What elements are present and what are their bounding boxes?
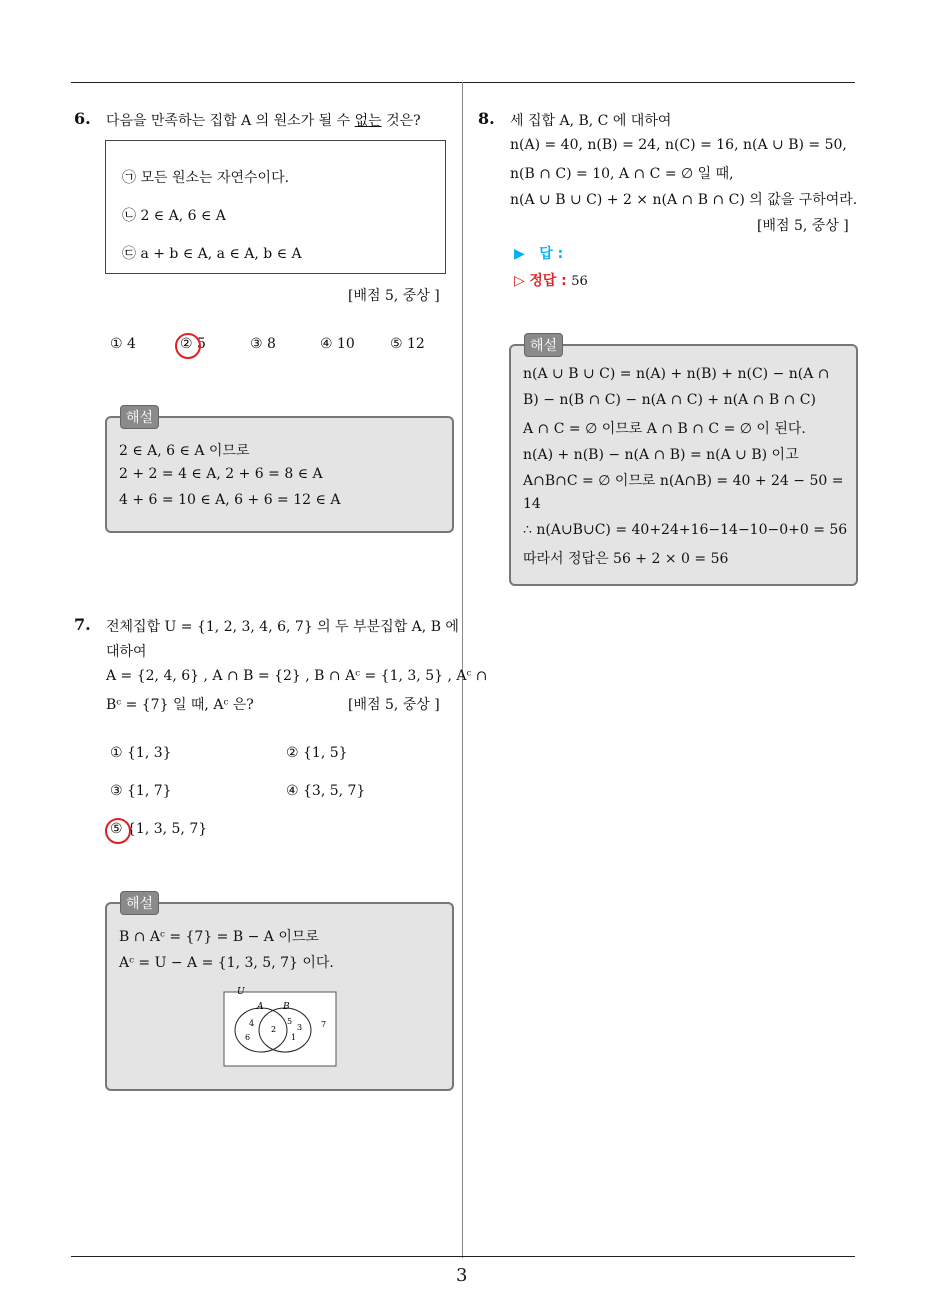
q7-answer-mark-icon (105, 818, 131, 844)
q8-solution-line-5: A∩B∩C = ∅ 이므로 n(A∩B) = 40 + 24 − 50 = (523, 473, 844, 489)
venn-only-a-1: 4 (249, 1019, 255, 1028)
q8-solution-line-6: 14 (523, 496, 541, 512)
venn-only-b-3: 1 (291, 1033, 297, 1042)
q6-prompt-a: 다음을 만족하는 집합 A 의 원소가 될 수 (106, 113, 355, 129)
q7-solution-line-1: B ∩ Aᶜ = {7} = B − A 이므로 (119, 929, 319, 945)
q6-choice-2[interactable]: ② 5 (180, 336, 206, 352)
venn-only-b-1: 5 (287, 1017, 293, 1026)
q7-solution-line-2: Aᶜ = U − A = {1, 3, 5, 7} 이다. (119, 955, 334, 971)
q6-solution-line-2: 2 + 2 = 4 ∈ A, 2 + 6 = 8 ∈ A (119, 466, 323, 482)
q6-prompt-underline: 없는 (354, 113, 382, 129)
q6-choice-1[interactable]: ① 4 (110, 336, 136, 352)
q6-solution-box (105, 416, 454, 533)
q8-solution-line-3: A ∩ C = ∅ 이므로 A ∩ B ∩ C = ∅ 이 된다. (523, 421, 806, 437)
q7-score: [배점 5, 중상 ] (348, 697, 440, 713)
venn-diagram (219, 986, 341, 1068)
q7-choice-3[interactable]: ③ {1, 7} (110, 783, 172, 799)
q6-condition-3: ㉢ a + b ∈ A, a ∈ A, b ∈ A (122, 246, 302, 262)
venn-both-1: 2 (271, 1025, 277, 1034)
page-number: 3 (456, 1265, 468, 1286)
q8-solution-line-7: ∴ n(A∪B∪C) = 40+24+16−14−10−0+0 = 56 (523, 522, 848, 538)
venn-a-label: A (257, 1002, 264, 1012)
q8-solution-line-2: B) − n(B ∩ C) − n(A ∩ C) + n(A ∩ B ∩ C) (523, 392, 816, 408)
venn-outside-1: 7 (321, 1020, 327, 1029)
q8-answer-label: 답 : (539, 246, 564, 262)
q8-solution-line-1: n(A ∪ B ∪ C) = n(A) + n(B) + n(C) − n(A ∩ (523, 366, 830, 382)
q6-choice-3[interactable]: ③ 8 (250, 336, 276, 352)
q8-solution-line-8: 따라서 정답은 56 + 2 × 0 = 56 (523, 551, 729, 567)
q8-score: [배점 5, 중상 ] (757, 218, 849, 234)
q8-answer-row (514, 243, 563, 263)
q7-choice-1[interactable]: ① {1, 3} (110, 745, 172, 761)
answer-arrow-icon: ▶ (514, 246, 525, 262)
q8-prompt-line-3: n(B ∩ C) = 10, A ∩ C = ∅ 일 때, (510, 166, 734, 182)
venn-only-a-2: 6 (245, 1033, 251, 1042)
q8-prompt-line-2: n(A) = 40, n(B) = 24, n(C) = 16, n(A ∪ B) = 50, (510, 137, 847, 153)
q6-condition-1: ㉠ 모든 원소는 자연수이다. (122, 170, 290, 186)
q8-solution-box (509, 344, 858, 586)
q7-choice-4[interactable]: ④ {3, 5, 7} (286, 783, 366, 799)
q8-correct-value: 56 (571, 274, 588, 289)
q7-number: 7. (74, 615, 91, 634)
q6-choice-4[interactable]: ④ 10 (320, 336, 355, 352)
q7-prompt-line-4: Bᶜ = {7} 일 때, Aᶜ 은? (106, 697, 254, 713)
q7-choice-5[interactable]: ⑤ {1, 3, 5, 7} (110, 821, 208, 837)
q6-solution-line-1: 2 ∈ A, 6 ∈ A 이므로 (119, 443, 250, 459)
venn-b-label: B (283, 1002, 290, 1012)
q8-solution-line-4: n(A) + n(B) − n(A ∩ B) = n(A ∪ B) 이고 (523, 447, 799, 463)
venn-universe-label: U (237, 987, 245, 997)
q8-prompt-line-4: n(A ∪ B ∪ C) + 2 × n(A ∩ B ∩ C) 의 값을 구하여라. (510, 192, 858, 208)
q6-condition-box (105, 140, 446, 274)
q8-prompt-line-1: 세 집합 A, B, C 에 대하여 (510, 113, 672, 129)
q6-score: [배점 5, 중상 ] (348, 288, 440, 304)
q8-correct-label: 정답 : (529, 273, 567, 289)
q6-prompt (106, 110, 421, 130)
q7-solution-label: 해설 (120, 891, 159, 915)
q8-number: 8. (478, 109, 495, 128)
q8-correct-row (514, 270, 588, 290)
bottom-rule (71, 1256, 855, 1257)
q6-condition-2: ㉡ 2 ∈ A, 6 ∈ A (122, 208, 226, 224)
q6-answer-mark-icon (175, 333, 201, 359)
q6-choice-5[interactable]: ⑤ 12 (390, 336, 425, 352)
q8-solution-label: 해설 (524, 333, 563, 357)
venn-universe-rect (224, 992, 336, 1066)
correct-arrow-icon: ▷ (514, 273, 525, 289)
q7-prompt-line-3: A = {2, 4, 6} , A ∩ B = {2} , B ∩ Aᶜ = {1, 3, 5} , Aᶜ ∩ (106, 668, 488, 684)
venn-only-b-2: 3 (297, 1023, 303, 1032)
q6-number: 6. (74, 109, 91, 128)
q6-solution-line-3: 4 + 6 = 10 ∈ A, 6 + 6 = 12 ∈ A (119, 492, 341, 508)
q6-solution-label: 해설 (120, 405, 159, 429)
q6-prompt-b: 것은? (381, 113, 421, 129)
q7-prompt-line-1: 전체집합 U = {1, 2, 3, 4, 6, 7} 의 두 부분집합 A, B 에 (106, 619, 459, 635)
top-rule (71, 82, 855, 83)
q7-choice-2[interactable]: ② {1, 5} (286, 745, 348, 761)
q7-solution-box (105, 902, 454, 1091)
q7-prompt-line-2: 대하여 (106, 644, 147, 660)
